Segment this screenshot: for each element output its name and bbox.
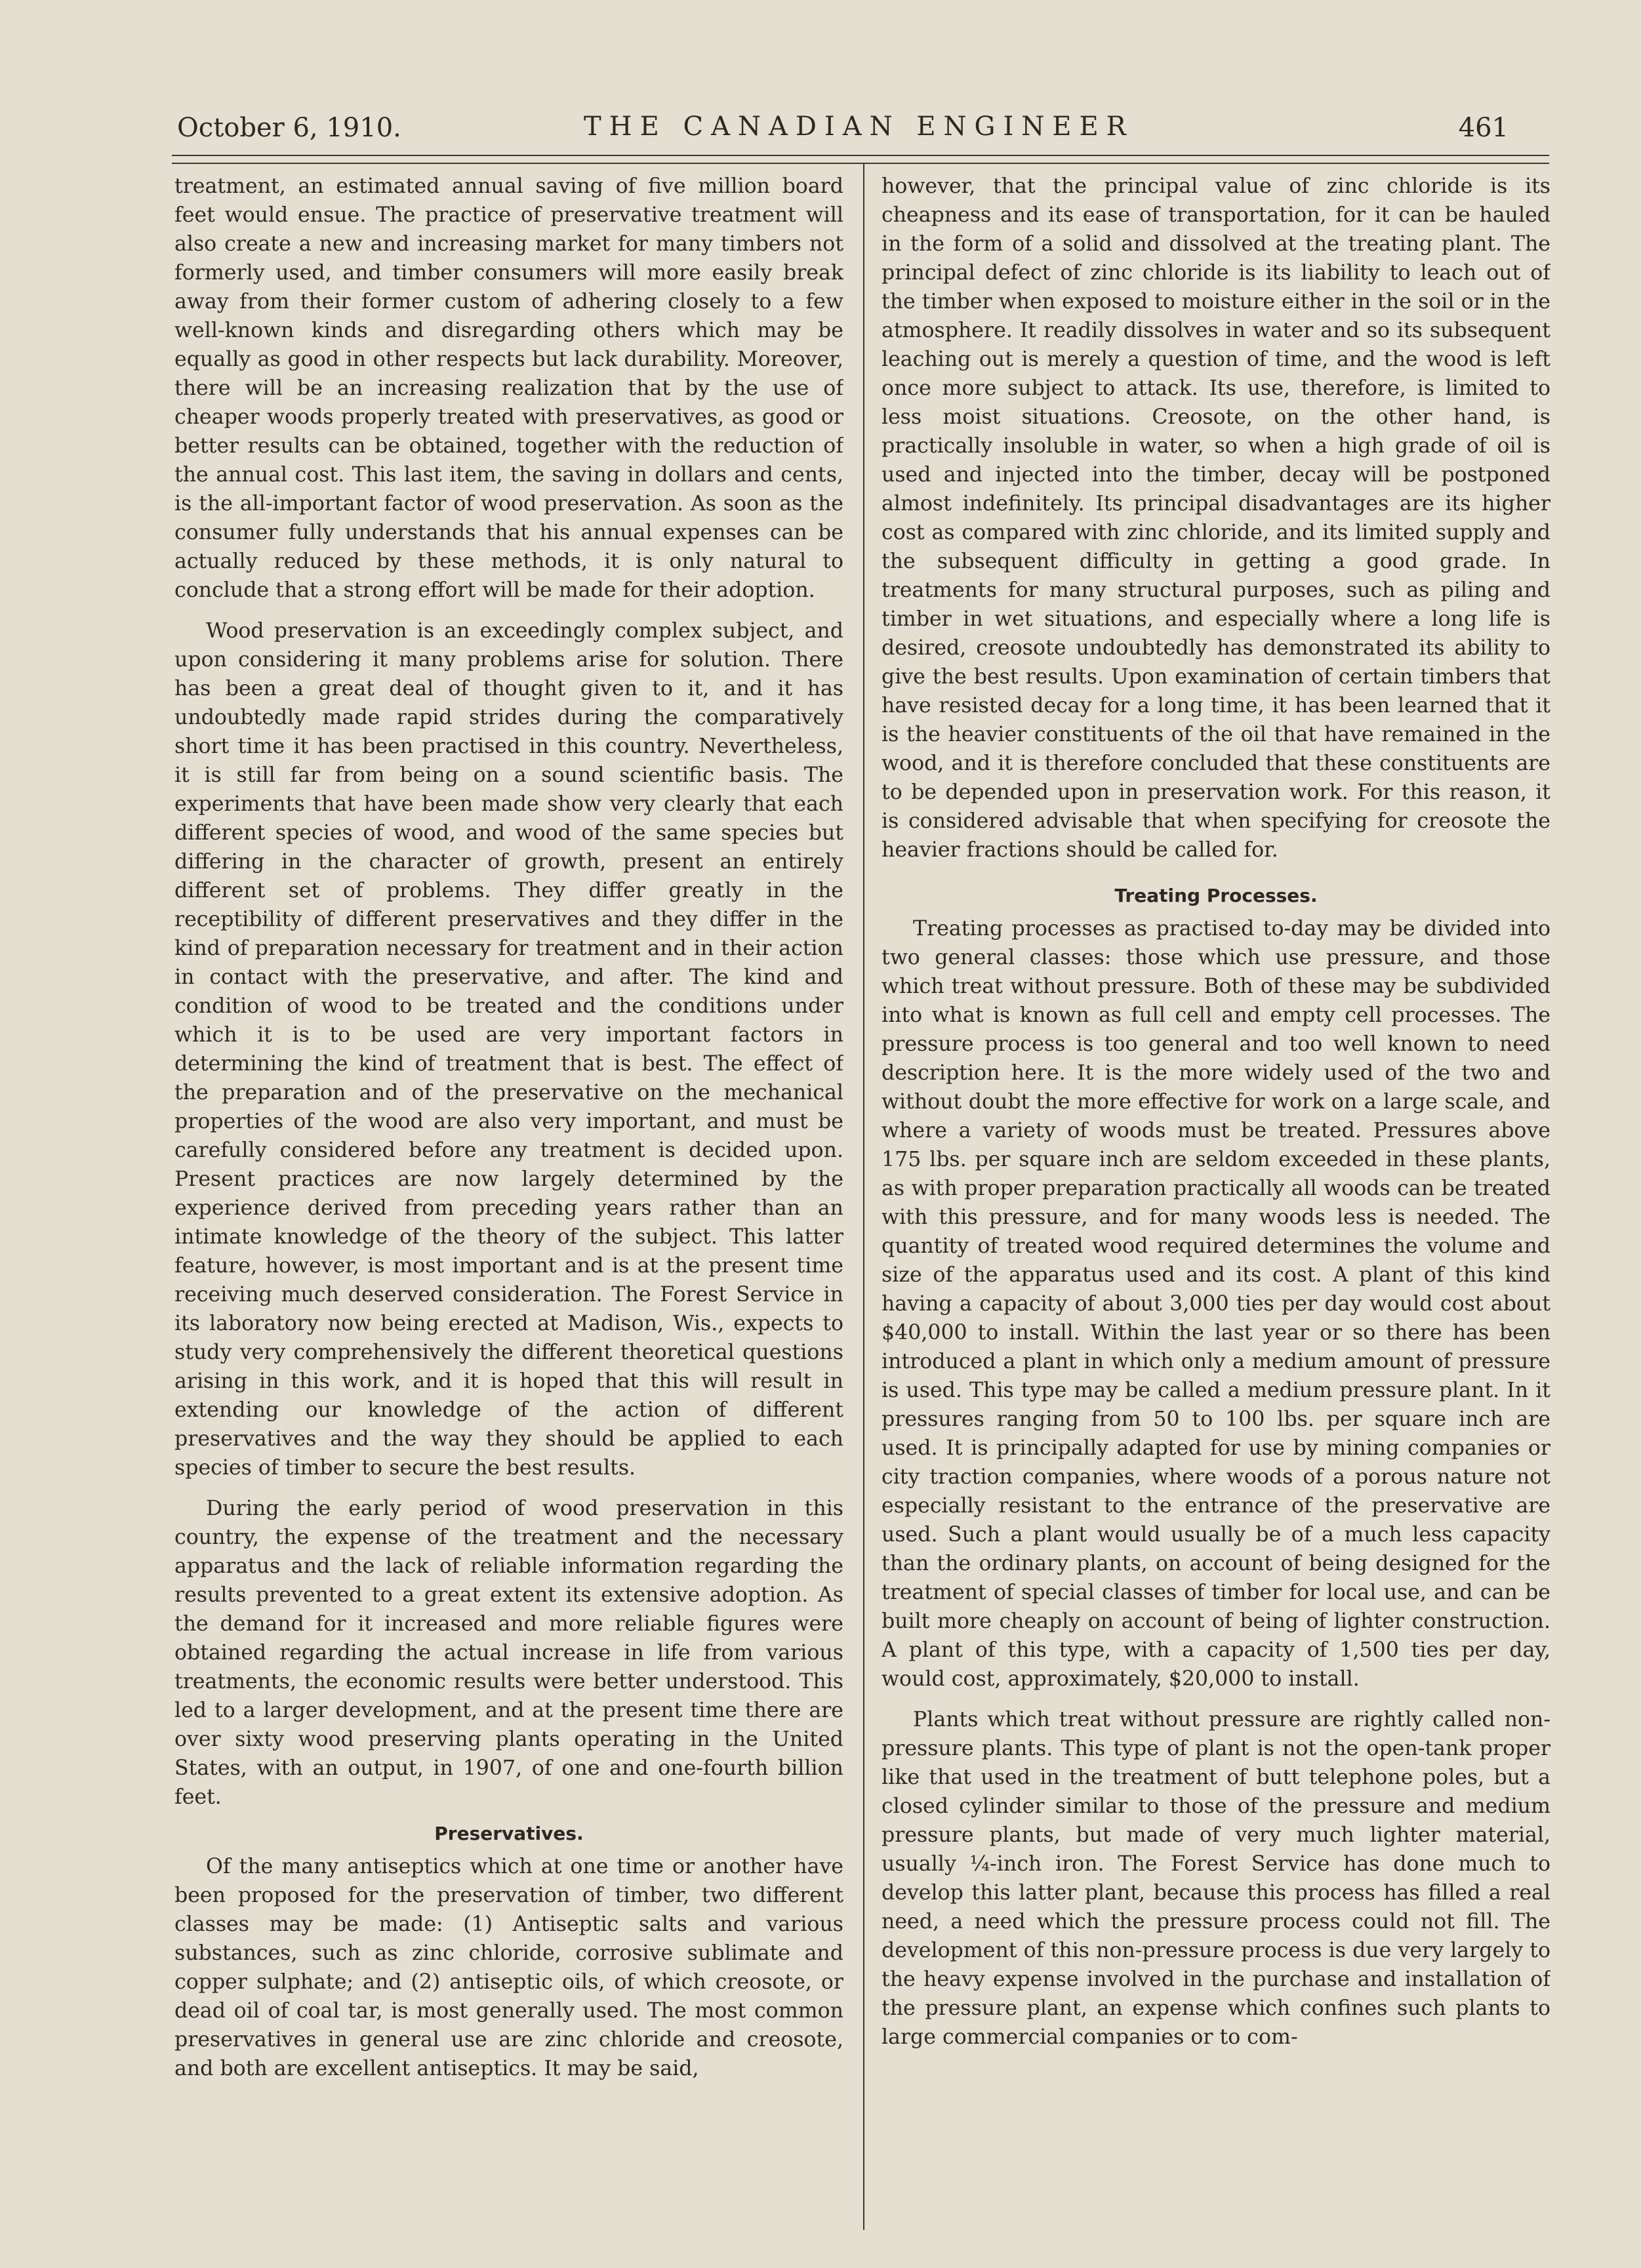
page-header (177, 113, 1509, 152)
section-heading-treating-processes: Treating Processes. (1114, 885, 1318, 906)
right-column (881, 172, 1550, 2231)
section-heading-preservatives: Preservatives. (434, 1823, 584, 1844)
paragraph: During the early period of wood preservation in this country, the expense of the treatment and the necessary apparatus and the lack of reliable information regarding the results prevented to a great extent its extensive adoption. As the demand for it increased and more reliable figures were obtained regarding the actual increase in life from various treatments, the economic results were better understood. This led to a larger development, and at the present time there are over sixty wood preserving plants operating in the United States, with an output, in 1907, of one and one-fourth billion feet. (174, 1497, 843, 1809)
journal-title: THE CANADIAN ENGINEER (584, 111, 1134, 142)
paragraph: Of the many antiseptics which at one time or another have been proposed for the preservation of timber, two different classes may be made: (1) Antiseptic salts and various substances, such as zinc chloride, corrosive sublimate and copper sulphate; and (2) antiseptic oils, of which creosote, or dead oil of coal tar, is most generally used. The most common preservatives in general use are zinc chloride and creosote, and both are excellent antiseptics. It may be said, (174, 1855, 843, 2080)
page-number: 461 (1458, 113, 1509, 143)
paragraph: treatment, an estimated annual saving of five million board feet would ensue. The practice of preservative treatment will also create a new and increasing market for many timbers not formerly used, and timber consumers will more easily break away from their former custom of adhering closely to a few well-known kinds and disregarding others which may be equally as good in other respects but lack durability. Moreover, there will be an increasing realization that by the use of cheaper woods properly treated with preservatives, as good or better results can be obtained, together with the reduction of the annual cost. This last item, the saving in dollars and cents, is the all-important factor of wood preservation. As soon as the consumer fully understands that his annual expenses can be actually reduced by these methods, it is only natural to conclude that a strong effort will be made for their adoption. (174, 174, 843, 602)
left-column (174, 172, 843, 2231)
paragraph: however, that the principal value of zinc chloride is its cheapness and its ease of transportation, for it can be hauled in the form of a solid and dissolved at the treating plant. The principal defect of zinc chloride is its liability to leach out of the timber when exposed to moisture either in the soil or in the atmosphere. It readily dissolves in water and so its subsequent leaching out is merely a question of time, and the wood is left once more subject to attack. Its use, therefore, is limited to less moist situations. Creosote, on the other hand, is practically insoluble in water, so when a high grade of oil is used and injected into the timber, decay will be postponed almost indefinitely. Its principal disadvantages are its higher cost as compared with zinc chloride, and its limited supply and the subsequent difficulty in getting a good grade. In treatments for many structural purposes, such as piling and timber in wet situations, and especially where a long life is desired, creosote undoubtedly has demonstrated its ability to give the best results. Upon examination of certain timbers that have resisted decay for a long time, it has been learned that it is the heavier constituents of the oil that have remained in the wood, and it is therefore concluded that these constituents are to be depended upon in preservation work. For this reason, it is considered advisable that when specifying for creosote the heavier fractions should be called for. (881, 174, 1550, 862)
paragraph: Treating processes as practised to-day may be divided into two general classes: those which use pressure, and those which treat without pressure. Both of these may be subdivided into what is known as full cell and empty cell processes. The pressure process is too general and too well known to need description here. It is the more widely used of the two and without doubt the more effective for work on a large scale, and where a variety of woods must be treated. Pressures above 175 lbs. per square inch are seldom exceeded in these plants, as with proper preparation practically all woods can be treated with this pressure, and for many woods less is needed. The quantity of treated wood required determines the volume and size of the apparatus used and its cost. A plant of this kind having a capacity of about 3,000 ties per day would cost about $40,000 to install. Within the last year or so there has been introduced a plant in which only a medium amount of pressure is used. This type may be called a medium pressure plant. In it pressures ranging from 50 to 100 lbs. per square inch are used. It is principally adapted for use by mining companies or city traction companies, where woods of a porous nature not especially resistant to the entrance of the preservative are used. Such a plant would usually be of a much less capacity than the ordinary plants, on account of being designed for the treatment of special classes of timber for local use, and can be built more cheaply on account of being of lighter construction. A plant of this type, with a capacity of 1,500 ties per day, would cost, approximately, $20,000 to install. (881, 917, 1550, 1691)
header-rule-top (172, 155, 1549, 156)
issue-date: October 6, 1910. (177, 113, 401, 143)
paragraph: Plants which treat without pressure are rightly called non-pressure plants. This type of plant is not the open-tank proper like that used in the treatment of butt telephone poles, but a closed cylinder similar to those of the pressure and medium pressure plants, but made of very much lighter material, usually ¼-inch iron. The Forest Service has done much to develop this latter plant, because this process has filled a real need, a need which the pressure process could not fill. The development of this non-pressure process is due very largely to the heavy expense involved in the purchase and installation of the pressure plant, an expense which confines such plants to large commercial companies or to com- (881, 1708, 1550, 2049)
paragraph: Wood preservation is an exceedingly complex subject, and upon considering it many problems arise for solution. There has been a great deal of thought given to it, and it has undoubtedly made rapid strides during the comparatively short time it has been practised in this country. Nevertheless, it is still far from being on a sound scientific basis. The experiments that have been made show very clearly that each different species of wood, and wood of the same species but differing in the character of growth, present an entirely different set of problems. They differ greatly in the receptibility of different preservatives and they differ in the kind of preparation necessary for treatment and in their action in contact with the preservative, and after. The kind and condition of wood to be treated and the conditions under which it is to be used are very important factors in determining the kind of treatment that is best. The effect of the preparation and of the preservative on the mechanical properties of the wood are also very important, and must be carefully considered before any treatment is decided upon. Present practices are now largely determined by the experience derived from preceding years rather than an intimate knowledge of the theory of the subject. This latter feature, however, is most important and is at the present time receiving much deserved consideration. The Forest Service in its laboratory now being erected at Madison, Wis., expects to study very comprehensively the different theoretical questions arising in this work, and it is hoped that this will result in extending our knowledge of the action of different preservatives and the way they should be applied to each species of timber to secure the best results. (174, 619, 843, 1480)
column-divider (863, 164, 864, 2230)
header-rule-bottom (172, 163, 1549, 164)
